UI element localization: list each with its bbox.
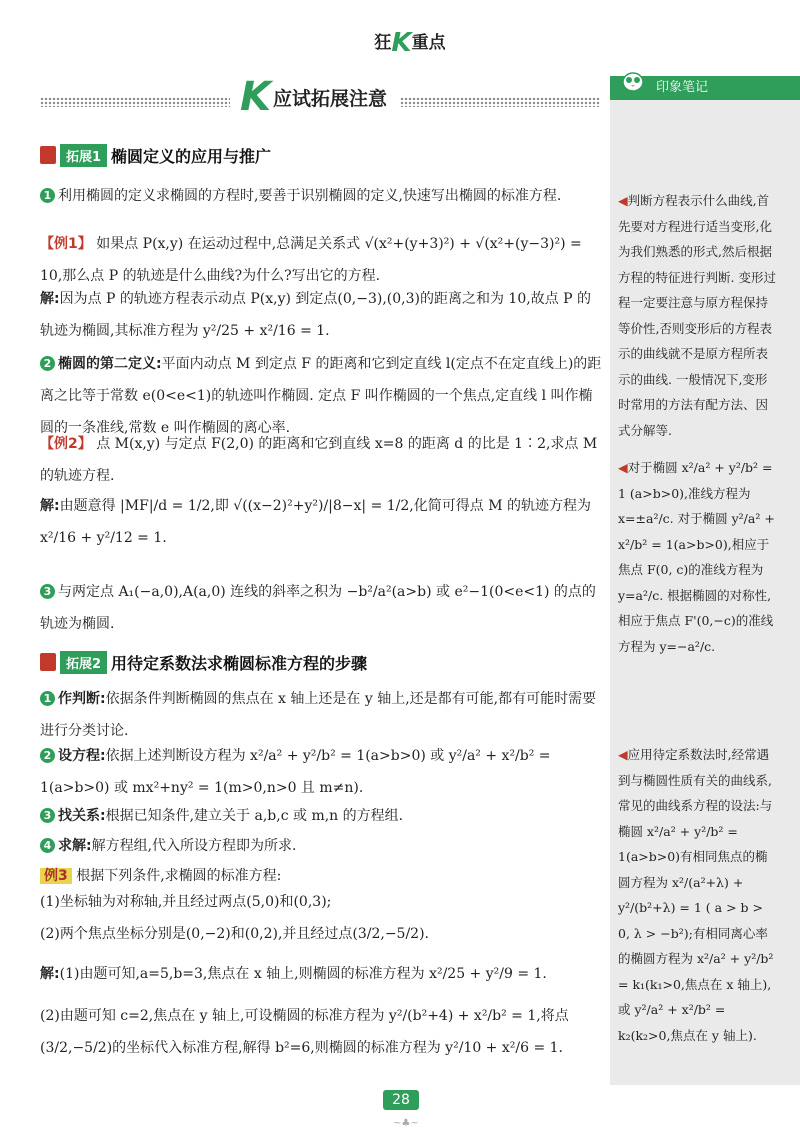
extension-2-heading bbox=[40, 650, 367, 674]
solution-3-part-1 bbox=[40, 958, 605, 990]
step-3 bbox=[40, 800, 605, 832]
side-note-3 bbox=[618, 742, 778, 1048]
step-1-text: 依据条件判断椭圆的焦点在 x 轴上还是在 y 轴上,还是都有可能,都有可能时需要进行分类讨论. bbox=[40, 691, 597, 739]
sidebar-header bbox=[610, 76, 800, 100]
point-1 bbox=[40, 180, 605, 212]
side-note-1-text: 判断方程表示什么曲线,首先要对方程进行适当变形,化为我们熟悉的形式,然后根据方程的特征进行判断. 变形过程一定要注意与原方程保持等价性,否则变形后的方程表示的曲线就不是原方程所表示的曲线. 一般情况下,变形时常用的方法有配方法、因式分解等. bbox=[618, 193, 776, 438]
solution-1-text: 因为点 P 的轨迹方程表示动点 P(x,y) 到定点(0,−3),(0,3)的距离之和为 10,故点 P 的轨迹为椭圆,其标准方程为 y²/25 + x²/16 = 1. bbox=[40, 291, 592, 339]
step-2 bbox=[40, 740, 605, 804]
solution-3-part-2 bbox=[40, 1000, 605, 1064]
side-note-2-text: 对于椭圆 x²/a² + y²/b² = 1 (a>b>0),准线方程为 x=±a²/c. 对于椭圆 y²/a² + x²/b² = 1(a>b>0),相应于焦点 F(0, c)的准线方程为 y=a²/c. 根据椭圆的对称性,相应于焦点 F'(0,−c)的准线方程为 y=−a²/c. bbox=[618, 460, 775, 654]
step-1-title: 作判断: bbox=[58, 691, 106, 707]
section-title: 应试拓展注意 bbox=[273, 87, 388, 110]
header-k-logo: K bbox=[391, 28, 412, 58]
extension-1-title: 椭圆定义的应用与推广 bbox=[111, 146, 272, 166]
solution-3-part-1-text: (1)由题可知,a=5,b=3,焦点在 x 轴上,则椭圆的标准方程为 x²/25 + y²/9 = 1. bbox=[59, 966, 547, 982]
number-2-icon: 2 bbox=[40, 356, 55, 371]
example-3-part-2-text: (2)两个焦点坐标分别是(0,−2)和(0,2),并且经过点(3/2,−5/2). bbox=[40, 926, 430, 942]
sidebar-heading: 印象笔记 bbox=[656, 80, 709, 95]
step-4-text: 解方程组,代入所设方程即为所求. bbox=[91, 838, 297, 854]
number-3-icon: 3 bbox=[40, 808, 55, 823]
side-note-2 bbox=[618, 455, 778, 659]
step-1 bbox=[40, 683, 605, 747]
extension-2-title: 用待定系数法求椭圆标准方程的步骤 bbox=[111, 653, 368, 673]
arrow-left-icon: ◀ bbox=[618, 460, 628, 475]
side-note-3-text: 应用待定系数法时,经常遇到与椭圆性质有关的曲线系,常见的曲线系方程的设法:与椭圆 x²/a² + y²/b² = 1(a>b>0)有相同焦点的椭圆方程为 x²/(a²+λ) + y²/(b²+λ) = 1 ( a > b > 0, λ > −b²);有相同离心率的椭圆方程为 x²/a² + y²/b² = k₁(k₁>0,焦点在 x 轴上),或 y²/a² + x²/b² = k₂(k₂>0,焦点在 y 轴上). bbox=[618, 747, 774, 1043]
example-3-text: 根据下列条件,求椭圆的标准方程: bbox=[76, 868, 282, 884]
running-header bbox=[340, 28, 480, 58]
example-3-part-2 bbox=[40, 918, 605, 950]
book-icon bbox=[40, 146, 56, 164]
example-1-text: 如果点 P(x,y) 在运动过程中,总满足关系式 √(x²+(y+3)²) + √(x²+(y−3)²) = 10,那么点 P 的轨迹是什么曲线?为什么?写出它的方程. bbox=[40, 236, 582, 284]
example-2-label: 【例2】 bbox=[40, 436, 92, 452]
solution-1 bbox=[40, 283, 605, 347]
example-1-label: 【例1】 bbox=[40, 236, 92, 252]
solution-label: 解: bbox=[40, 291, 60, 307]
step-2-title: 设方程: bbox=[58, 748, 106, 764]
step-3-title: 找关系: bbox=[58, 808, 106, 824]
step-3-text: 根据已知条件,建立关于 a,b,c 或 m,n 的方程组. bbox=[105, 808, 404, 824]
example-3-part-1-text: (1)坐标轴为对称轴,并且经过两点(5,0)和(0,3); bbox=[40, 894, 332, 910]
extension-1-heading bbox=[40, 143, 271, 167]
flourish-ornament: ~♣~ bbox=[393, 1118, 419, 1129]
point-3-text: 与两定点 A₁(−a,0),A(a,0) 连线的斜率之积为 −b²/a²(a>b) 或 e²−1(0<e<1) 的点的轨迹为椭圆. bbox=[40, 584, 596, 632]
page-number: 28 bbox=[383, 1090, 419, 1110]
book-icon bbox=[40, 653, 56, 671]
point-3 bbox=[40, 576, 605, 640]
side-note-1 bbox=[618, 188, 778, 443]
number-1-icon: 1 bbox=[40, 691, 55, 706]
example-3-label: 例3 bbox=[40, 868, 72, 884]
example-2 bbox=[40, 428, 605, 492]
step-4 bbox=[40, 830, 605, 862]
header-text-right: 重点 bbox=[411, 33, 446, 53]
dotted-rule-right bbox=[400, 97, 600, 107]
section-banner bbox=[240, 74, 388, 120]
point-2-title: 椭圆的第二定义: bbox=[58, 356, 162, 372]
solution-label: 解: bbox=[40, 966, 60, 982]
number-3-icon: 3 bbox=[40, 584, 55, 599]
banner-k-logo: K bbox=[240, 74, 271, 120]
example-3-part-1 bbox=[40, 886, 605, 918]
arrow-left-icon: ◀ bbox=[618, 747, 628, 762]
extension-2-tag: 拓展2 bbox=[60, 651, 107, 674]
solution-label: 解: bbox=[40, 498, 60, 514]
example-2-text: 点 M(x,y) 与定点 F(2,0) 的距离和它到直线 x=8 的距离 d 的比是 1∶2,求点 M 的轨迹方程. bbox=[40, 436, 598, 484]
number-1-icon: 1 bbox=[40, 188, 55, 203]
solution-2-text: 由题意得 |MF|/d = 1/2,即 √((x−2)²+y²)/|8−x| = 1/2,化简可得点 M 的轨迹方程为 x²/16 + y²/12 = 1. bbox=[40, 498, 591, 546]
extension-1-tag: 拓展1 bbox=[60, 144, 107, 167]
step-2-text: 依据上述判断设方程为 x²/a² + y²/b² = 1(a>b>0) 或 y²/a² + x²/b² = 1(a>b>0) 或 mx²+ny² = 1(m>0,n>0 且 m≠n). bbox=[40, 748, 551, 796]
solution-2 bbox=[40, 490, 605, 554]
header-text-left: 狂 bbox=[374, 33, 392, 53]
step-4-title: 求解: bbox=[58, 838, 92, 854]
arrow-left-icon: ◀ bbox=[618, 193, 628, 208]
point-2-text: 平面内动点 M 到定点 F 的距离和它到定直线 l(定点不在定直线上)的距离之比等于常数 e(0<e<1)的轨迹叫作椭圆. 定点 F 叫作椭圆的一个焦点,定直线 l 叫作椭圆的一条准线,常数 e 叫作椭圆的离心率. bbox=[40, 356, 602, 436]
point-1-text: 利用椭圆的定义求椭圆的方程时,要善于识别椭圆的定义,快速写出椭圆的标准方程. bbox=[58, 188, 562, 204]
solution-3-part-2-text: (2)由题可知 c=2,焦点在 y 轴上,可设椭圆的标准方程为 y²/(b²+4) + x²/b² = 1,将点(3/2,−5/2)的坐标代入标准方程,解得 b²=6,则椭圆的标准方程为 y²/10 + x²/6 = 1. bbox=[40, 1008, 569, 1056]
owl-icon bbox=[620, 68, 646, 92]
number-4-icon: 4 bbox=[40, 838, 55, 853]
number-2-icon: 2 bbox=[40, 748, 55, 763]
dotted-rule-left bbox=[40, 97, 230, 107]
